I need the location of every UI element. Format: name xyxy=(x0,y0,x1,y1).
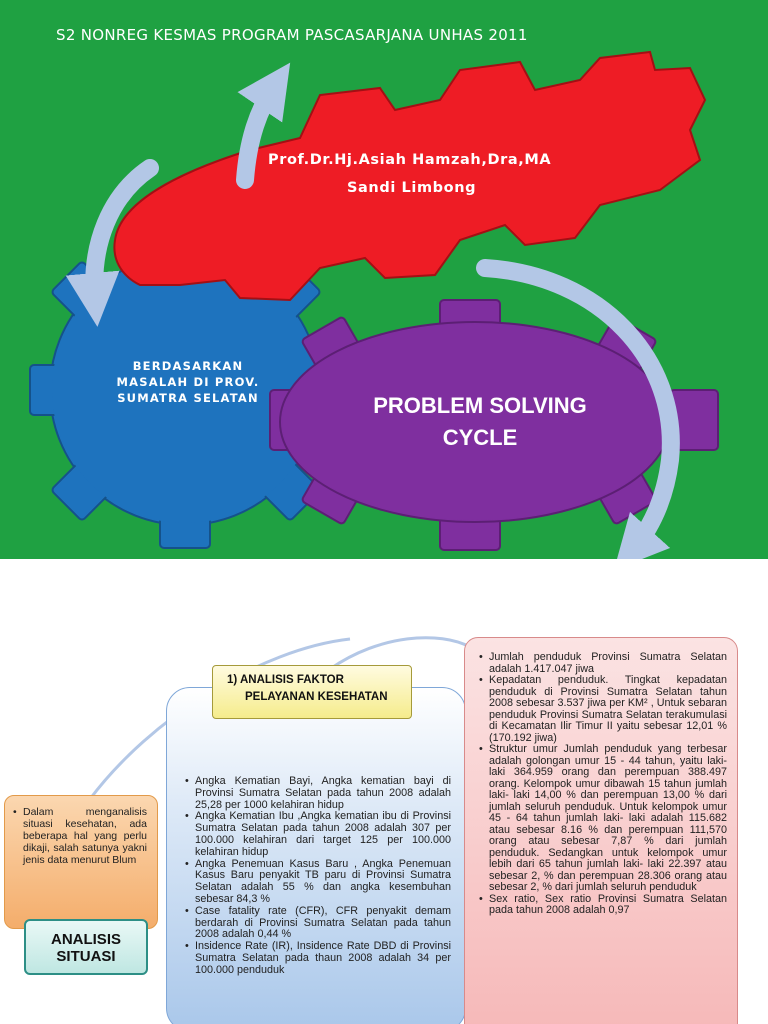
list-item: • Struktur umur Jumlah penduduk yang terbesar adalah golongan umur 15 - 44 tahun, yaitu laki- laki 364.959 orang dan perempuan 388.497 orang. Kelompok umur dibawah 15 tahun jumlah laki- laki 14,00 % dan perempuan 13,00 % dari jumlah seluruh penduduk. Untuk kelompok umur 45 - 64 tahun jumlah laki- laki adalah 115.682 atau sebesar 8.16 % dan perempuan 111,570 orang atau sebesar 7,87 % dari jumlah penduduk. Sedangkan untuk kelompok umur lebih dari 65 tahun jumlah laki- laki 22.397 atau sebesar 2, % dan perempuan 28.306 orang atau sebesar 2, % dari jumlah seluruh penduduk xyxy=(479,744,727,894)
section-heading-line1: 1) ANALISIS FAKTOR xyxy=(227,674,344,686)
list-item: • Jumlah penduduk Provinsi Sumatra Selatan adalah 1.417.047 jiwa xyxy=(479,652,727,675)
red-gear xyxy=(114,52,705,300)
list-item: • Case fatality rate (CFR), CFR penyakit demam berdarah di Provinsi Sumatra Selatan pada tahun 2008 adalah 0,44 % xyxy=(185,906,451,941)
purple-gear-line1: PROBLEM SOLVING xyxy=(373,393,587,418)
author-name: Prof.Dr.Hj.Asiah Hamzah,Dra,MA xyxy=(268,152,552,168)
population-box xyxy=(464,637,738,1024)
list-item: • Angka Penemuan Kasus Baru , Angka Penemuan Kasus Baru penyakit TB paru di Provinsi Sumatra Selatan adalah 55 % dan angka kesembuhan sebesar 84,3 % xyxy=(185,859,451,906)
list-item: • Insidence Rate (IR), Insidence Rate DBD di Provinsi Sumatra Selatan pada thaun 2008 adalah 34 per 100.000 penduduk xyxy=(185,941,451,976)
list-item: • Angka Kematian Ibu ,Angka kematian ibu di Provinsi Sumatra Selatan pada tahun 2008 adalah 307 per 100.000 kelahiran dari target 125 per 100.000 kelahiran hidup xyxy=(185,811,451,858)
blue-gear-label: BERDASARKAN MASALAH DI PROV. SUMATRA SELATAN xyxy=(116,359,260,405)
analysis-slide xyxy=(0,559,768,1024)
health-indicators-box xyxy=(166,687,466,1024)
purple-gear-line2: CYCLE xyxy=(442,425,518,450)
intro-box xyxy=(4,795,158,929)
purple-gear-label xyxy=(330,390,630,454)
section-heading-line2: PELAYANAN KESEHATAN xyxy=(245,691,388,703)
list-item: • Kepadatan penduduk. Tingkat kepadatan penduduk di Provinsi Sumatra Selatan tahun 2008 sebesar 3.537 jiwa per KM² , Untuk sebaran penduduk Provinsi Sumatra Selatan terakumulasi di Kecamatan Ilir Timur II yaitu sebesar 12,01 % (170.192 jiwa) xyxy=(479,675,727,744)
intro-bullet: • Dalam menganalisis situasi kesehatan, ada beberapa hal yang perlu dikaji, salah satunya yakni jenis data menurut Blum xyxy=(13,806,147,866)
list-item: • Angka Kematian Bayi, Angka kematian bayi di Provinsi Sumatra Selatan pada tahun 2008 adalah 25,28 per 1000 kelahiran hidup xyxy=(185,776,451,811)
analisis-situasi-label: ANALISIS SITUASI xyxy=(24,919,148,975)
coauthor-name: Sandi Limbong xyxy=(347,180,477,196)
section-heading xyxy=(212,665,412,719)
list-item: • Sex ratio, Sex ratio Provinsi Sumatra Selatan pada tahun 2008 adalah 0,97 xyxy=(479,894,727,917)
header-title: S2 NONREG KESMAS PROGRAM PASCASARJANA UNHAS 2011 xyxy=(56,26,528,44)
